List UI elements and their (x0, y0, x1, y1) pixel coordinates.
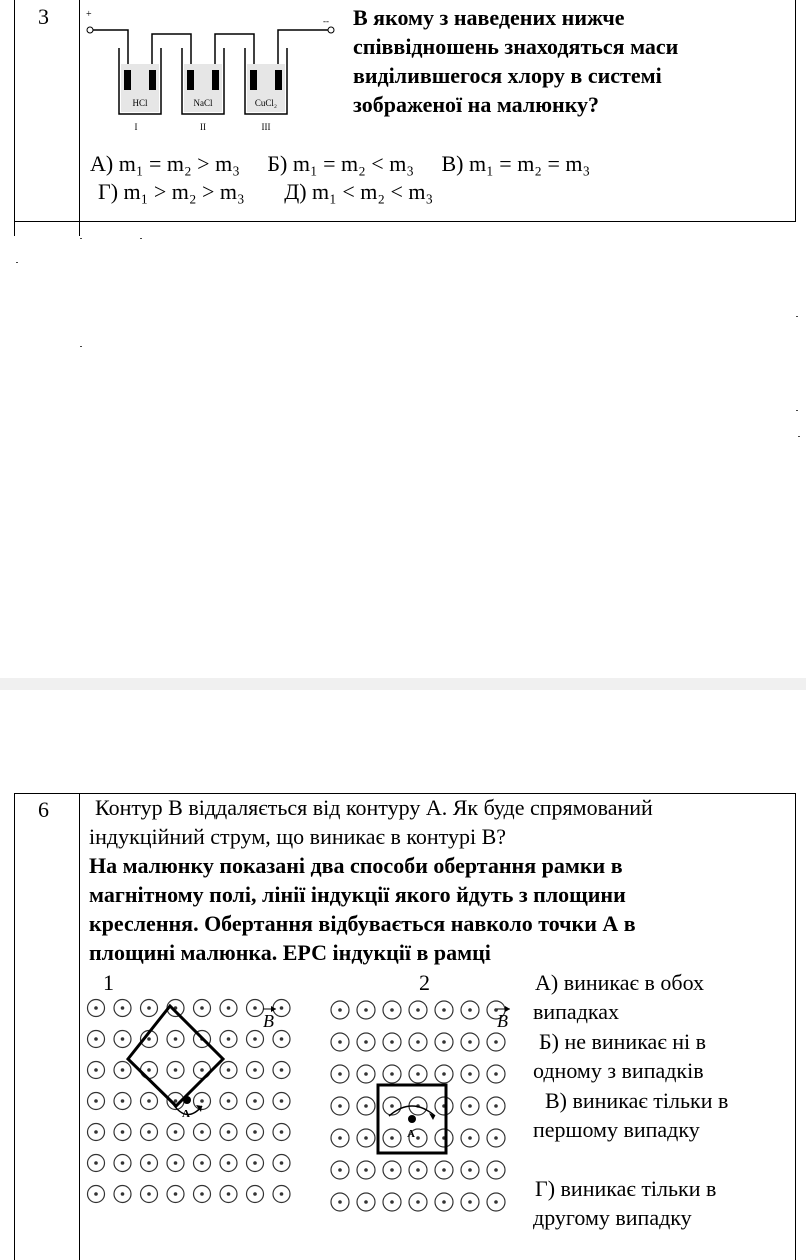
scan-speck (80, 238, 82, 239)
q6-option-v-cont: першому випадку (533, 1117, 700, 1142)
point-a-label-2: A (407, 1128, 415, 1140)
field-line-dot (253, 1099, 257, 1103)
q6-option-g-cont: другому випадку (533, 1205, 692, 1230)
cell-label-cucl2: CuCl₂ (254, 98, 278, 108)
q6-option-v[interactable]: В) виникає тільки в (545, 1088, 729, 1113)
field-line-dot (227, 1099, 231, 1103)
field-line-dot (442, 1168, 446, 1172)
vector-b-label-1: B (263, 1011, 274, 1031)
field-line-dot (121, 1099, 125, 1103)
scan-speck (16, 262, 18, 263)
scan-speck (796, 316, 798, 317)
field-line-dot (338, 1008, 342, 1012)
field-line-dot (280, 1006, 284, 1010)
field-line-dot (94, 1192, 98, 1196)
q6-option-b[interactable]: Б) не виникає ні в (539, 1029, 707, 1054)
field-line-dot (147, 1161, 151, 1165)
field-line-dot (416, 1136, 420, 1140)
field-line-dot (227, 1161, 231, 1165)
q3-question (353, 3, 678, 119)
q3-answer-v[interactable]: В) m₁ = m₂ = m₃ (441, 151, 591, 176)
rotation-point-2 (408, 1115, 416, 1123)
field-line-dot (227, 1192, 231, 1196)
field-line-dot (147, 1099, 151, 1103)
q3-answer-d[interactable]: Д) m₁ < m₂ < m₃ (284, 179, 434, 204)
minus-terminal (328, 27, 334, 33)
field-line-dot (390, 1104, 394, 1108)
q3-number: 3 (38, 4, 49, 29)
field-line-dot (147, 1037, 151, 1041)
q3-answer-a[interactable]: А) m₁ = m₂ > m₃ (90, 151, 240, 176)
plus-terminal (87, 27, 93, 33)
cell-cucl2 (245, 48, 287, 132)
field-line-dot (147, 1192, 151, 1196)
cell-label-hcl: HCl (132, 98, 148, 108)
field-line-dot (94, 1099, 98, 1103)
field-line-dot (442, 1072, 446, 1076)
field-line-dot (468, 1040, 472, 1044)
field-line-dot (364, 1040, 368, 1044)
wire-4 (278, 30, 328, 70)
field-line-dot (468, 1104, 472, 1108)
field-line-dot (390, 1200, 394, 1204)
field-line-dot (416, 1072, 420, 1076)
field-line-dot (121, 1130, 125, 1134)
field-line-dot (338, 1168, 342, 1172)
field-line-dot (442, 1040, 446, 1044)
field-line-dot (253, 1037, 257, 1041)
q3-question-line: зображеної на малюнку? (353, 92, 600, 117)
scan-speck (80, 346, 82, 347)
field-line-dot (200, 1099, 204, 1103)
field-line-dot (200, 1161, 204, 1165)
cell-roman-1: I (134, 122, 138, 132)
field-line-dot (200, 1068, 204, 1072)
field-line-dot (390, 1072, 394, 1076)
q3-answer-b[interactable]: Б) m₁ = m₂ < m₃ (267, 151, 414, 176)
q6-question (89, 851, 636, 967)
field-line-dot (494, 1200, 498, 1204)
q3-answer-g[interactable]: Г) m₁ > m₂ > m₃ (98, 179, 245, 204)
q6-option-a-cont: випадках (533, 999, 620, 1024)
field-line-dot (147, 1006, 151, 1010)
field-line-dot (174, 1037, 178, 1041)
field-line-dot (280, 1192, 284, 1196)
field-line-dot (468, 1136, 472, 1140)
field-line-dot (338, 1136, 342, 1140)
field-line-dot (390, 1168, 394, 1172)
field-line-dot (364, 1104, 368, 1108)
field-line-dot (416, 1008, 420, 1012)
field-line-dot (227, 1130, 231, 1134)
field-line-dot (253, 1161, 257, 1165)
field-line-dot (253, 1006, 257, 1010)
field-line-dot (121, 1068, 125, 1072)
field-line-dot (442, 1008, 446, 1012)
field-line-dot (468, 1200, 472, 1204)
field-line-dot (280, 1130, 284, 1134)
cell-hcl (119, 48, 161, 132)
q6-question-line: На малюнку показані два способи обертання рамки в (89, 853, 623, 878)
field-line-dot (442, 1200, 446, 1204)
field-line-dot (494, 1136, 498, 1140)
rotating-frame-1 (128, 1006, 223, 1106)
field-line-dot (390, 1040, 394, 1044)
field-line-dot (94, 1068, 98, 1072)
cell-nacl (182, 48, 224, 132)
q6-option-a[interactable]: А) виникає в обох (535, 970, 705, 995)
field-line-dot (121, 1037, 125, 1041)
field-line-dot (280, 1068, 284, 1072)
figure-2-label: 2 (419, 970, 430, 995)
field-line-dot (494, 1104, 498, 1108)
field-line-dot (280, 1161, 284, 1165)
field-line-dot (253, 1192, 257, 1196)
q3-answers-row1 (90, 150, 612, 177)
q3-question-line: виділившегося хлору в системі (353, 63, 662, 88)
field-line-dot (280, 1037, 284, 1041)
field-line-dot (364, 1072, 368, 1076)
q6-question-line: площині малюнка. ЕРС індукції в рамці (89, 940, 491, 965)
figure-1-label: 1 (103, 970, 114, 995)
field-line-dot (121, 1161, 125, 1165)
field-line-dot (364, 1200, 368, 1204)
q6-question-line: креслення. Обертання відбувається навколо точки А в (89, 911, 636, 936)
scan-speck (140, 238, 142, 239)
field-line-dot (338, 1200, 342, 1204)
field-line-dot (94, 1130, 98, 1134)
field-line-dot (390, 1008, 394, 1012)
scan-speck (796, 410, 798, 411)
field-line-dot (468, 1072, 472, 1076)
electrolysis-figure (80, 2, 350, 142)
field-line-dot (364, 1168, 368, 1172)
field-line-dot (338, 1104, 342, 1108)
field-line-dot (227, 1006, 231, 1010)
field-line-dot (390, 1136, 394, 1140)
field-line-dot (468, 1008, 472, 1012)
field-line-dot (174, 1130, 178, 1134)
field-line-dot (494, 1168, 498, 1172)
rotation-point-1 (183, 1096, 191, 1104)
field-line-dot (200, 1130, 204, 1134)
field-line-dot (200, 1192, 204, 1196)
field-line-dot (174, 1192, 178, 1196)
vector-b-label-2: B (497, 1011, 508, 1031)
rotation-figure-1 (80, 966, 310, 1206)
scan-speck (798, 436, 800, 437)
cell-roman-3: III (261, 122, 271, 132)
q3-question-line: В якому з наведених нижче (353, 5, 625, 30)
field-line-dot (94, 1161, 98, 1165)
field-line-dot (468, 1168, 472, 1172)
cell-label-nacl: NaCl (193, 98, 213, 108)
field-line-dot (227, 1068, 231, 1072)
field-line-dot (338, 1072, 342, 1076)
field-line-dot (338, 1040, 342, 1044)
field-line-dot (253, 1068, 257, 1072)
field-line-dot (121, 1192, 125, 1196)
q6-option-g[interactable]: Г) виникає тільки в (535, 1176, 717, 1201)
q6-intro (89, 793, 653, 851)
q3-answers-row2 (98, 178, 455, 205)
page-gap (0, 678, 806, 690)
cell-roman-2: II (200, 122, 206, 132)
field-line-dot (494, 1072, 498, 1076)
point-a-label-1: A (182, 1108, 190, 1120)
field-line-dot (227, 1037, 231, 1041)
field-line-dot (416, 1168, 420, 1172)
field-line-dot (94, 1006, 98, 1010)
field-line-dot (416, 1200, 420, 1204)
field-line-dot (121, 1006, 125, 1010)
field-line-dot (253, 1130, 257, 1134)
field-line-dot (416, 1040, 420, 1044)
field-line-dot (280, 1099, 284, 1103)
field-line-dot (94, 1037, 98, 1041)
q6-number: 6 (38, 797, 49, 822)
rotation-figure-2 (325, 966, 525, 1216)
field-line-dot (174, 1068, 178, 1072)
q6-question-line: магнітному полі, лінії індукції якого йдуть з площини (89, 882, 626, 907)
field-line-dot (364, 1136, 368, 1140)
q6-option-b-cont: одному з випадків (533, 1058, 704, 1083)
q6-intro-line: Контур В віддаляється від контуру А. Як буде спрямований (95, 795, 653, 820)
field-line-dot (494, 1040, 498, 1044)
field-line-dot (364, 1008, 368, 1012)
plus-sign: + (86, 9, 92, 20)
field-line-dot (147, 1068, 151, 1072)
field-line-dot (200, 1006, 204, 1010)
q3-question-line: співвідношень знаходяться маси (353, 34, 679, 59)
field-line-dot (147, 1130, 151, 1134)
q6-intro-line: індукційний струм, що виникає в контурі В? (89, 824, 507, 849)
field-line-dot (174, 1161, 178, 1165)
minus-sign: -- (323, 16, 329, 26)
